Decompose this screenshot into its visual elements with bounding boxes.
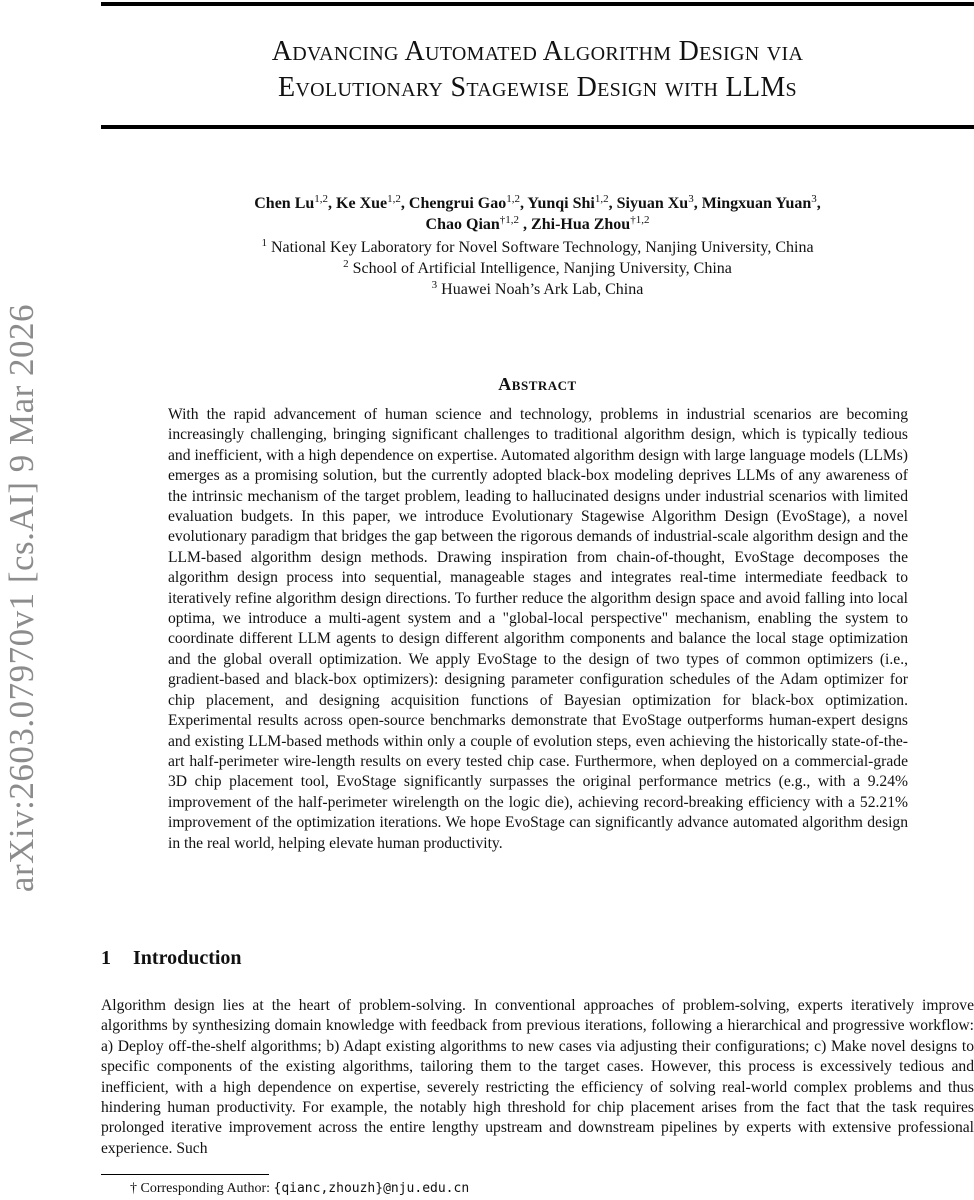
introduction-body: Algorithm design lies at the heart of problem-solving. In conventional approaches of problem-solving, experts iteratively improve algorithms by synthesizing domain knowledge with feedback from previous iterations, following a hierarchical and progressive workflow: a) Deploy off-the-shelf algorithms; b) Adapt existing algorithms to new cases via adjusting their configurations; c) Make novel designs to specific components of the existing algorithms, tailoring them to the target cases. However, this process is excessively tedious and inefficient, with a high dependence on expertise, severely restricting the efficiency of solving real-world complex problems and thus hindering human productivity. For example, the notably high threshold for chip placement arises from the fact that the task requires prolonged iterative improvement across the entire lengthy upstream and downstream pipelines by experts with extensive professional experience. Such bbox=[101, 997, 974, 1157]
author-affiliation-sup: 3 bbox=[688, 193, 694, 205]
author-affiliation-sup: 3 bbox=[811, 193, 817, 205]
title-top-rule bbox=[101, 2, 974, 6]
affiliation-item bbox=[101, 258, 974, 279]
author-affiliation-sup: †1,2 bbox=[499, 214, 520, 226]
author-affiliation-sup: 1,2 bbox=[387, 193, 401, 205]
paper-title bbox=[101, 34, 974, 106]
author-line-2: Chao Qian$^{\dagger 1,2}$ , Zhi-Hua Zhou$^{\dagger 1,2}$ bbox=[425, 214, 650, 233]
author-name: Chengrui Gao bbox=[408, 195, 507, 212]
paper-title-line-1: Advancing Automated Algorithm Design via bbox=[271, 36, 804, 67]
author-name: Chen Lu bbox=[254, 195, 315, 212]
section-heading bbox=[101, 947, 242, 970]
footnote-marker: † bbox=[130, 1181, 137, 1196]
author-line-1: Chen Lu$^{1,2}$, Ke Xue$^{1,2}$, Chengrui Gao$^{1,2}$, Yunqi Shi$^{1,2}$, Siyuan Xu$^3$, Mingxuan Yuan$^3$, bbox=[254, 193, 821, 212]
author-name: Ke Xue bbox=[336, 195, 388, 212]
affiliation-item bbox=[101, 237, 974, 258]
affiliation-text: School of Artificial Intelligence, Nanjing University, China bbox=[352, 260, 732, 277]
author-affiliation-sup: †1,2 bbox=[630, 214, 650, 226]
author-name: Mingxuan Yuan bbox=[701, 195, 812, 212]
section-number: 1 bbox=[101, 947, 111, 969]
footnote-label: Corresponding Author: bbox=[140, 1181, 270, 1196]
paper-title-line-2: Evolutionary Stagewise Design with LLMs bbox=[278, 72, 797, 103]
affiliation-text: National Key Laboratory for Novel Software Technology, Nanjing University, China bbox=[270, 239, 814, 256]
footnote-rule bbox=[101, 1174, 269, 1175]
author-affiliation-sup: 1,2 bbox=[314, 193, 329, 205]
footnote bbox=[130, 1180, 469, 1198]
affiliation-number: 2 bbox=[343, 258, 349, 270]
abstract-body: With the rapid advancement of human science and technology, problems in industrial scenarios are becoming increasingly challenging, bringing significant challenges to traditional algorithm design, which is typically tedious and inefficient, with a high dependence on expertise. Automated algorithm design with large language models (LLMs) emerges as a promising solution, but the currently adopted black-box modeling deprives LLMs of any awareness of the intrinsic mechanism of the target problem, leading to hallucinated designs under industrial scenarios with limited evaluation budgets. In this paper, we introduce Evolutionary Stagewise Algorithm Design (EvoStage), a novel evolutionary paradigm that bridges the gap between the rigorous demands of industrial-scale algorithm design and the LLM-based algorithm design methods. Drawing inspiration from chain-of-thought, EvoStage decomposes the algorithm design process into sequential, manageable stages and integrates real-time intermediate feedback to iteratively refine algorithm design directions. To further reduce the algorithm design space and avoid falling into local optima, we introduce a multi-agent system and a "global-local perspective" mechanism, enabling the system to coordinate different LLM agents to design different algorithm components and balance the local stage optimization and the global overall optimization. We apply EvoStage to the design of two types of common optimizers (i.e., gradient-based and black-box optimizers): designing parameter configuration schedules of the Adam optimizer for chip placement, and designing acquisition functions of Bayesian optimization for black-box optimization. Experimental results across open-source benchmarks demonstrate that EvoStage outperforms human-expert designs and existing LLM-based methods within only a couple of evolution steps, even achieving the historically state-of-the-art half-perimeter wire-length results on every tested chip case. Furthermore, when deployed on a commercial-grade 3D chip placement tool, EvoStage significantly surpasses the original performance metrics (e.g., with a 9.24% improvement of the half-perimeter wirelength on the logic die), achieving record-breaking efficiency with a 52.21% improvement of the optimization iterations. We hope EvoStage can significantly advance automated algorithm design in the real world, helping elevate human productivity. bbox=[168, 406, 908, 852]
affiliation-item bbox=[101, 279, 974, 300]
author-name: Siyuan Xu bbox=[616, 195, 689, 212]
affiliation-list bbox=[101, 237, 974, 300]
author-name: Yunqi Shi bbox=[527, 195, 595, 212]
affiliation-number: 3 bbox=[431, 279, 438, 291]
author-name: Zhi-Hua Zhou bbox=[531, 216, 631, 233]
section-title: Introduction bbox=[133, 947, 242, 969]
abstract-heading: Abstract bbox=[498, 374, 577, 394]
author-affiliation-sup: 1,2 bbox=[506, 193, 520, 205]
affiliation-number: 1 bbox=[261, 237, 267, 249]
author-name: Chao Qian bbox=[425, 216, 500, 233]
author-list bbox=[101, 193, 974, 235]
title-bottom-rule bbox=[101, 125, 974, 129]
affiliation-text: Huawei Noah’s Ark Lab, China bbox=[441, 281, 644, 298]
arxiv-stamp: arXiv:2603.07970v1 [cs.AI] 9 Mar 2026 bbox=[2, 303, 41, 893]
corresponding-email: {qianc,zhouzh}@nju.edu.cn bbox=[273, 1181, 470, 1196]
author-affiliation-sup: 1,2 bbox=[594, 193, 609, 205]
